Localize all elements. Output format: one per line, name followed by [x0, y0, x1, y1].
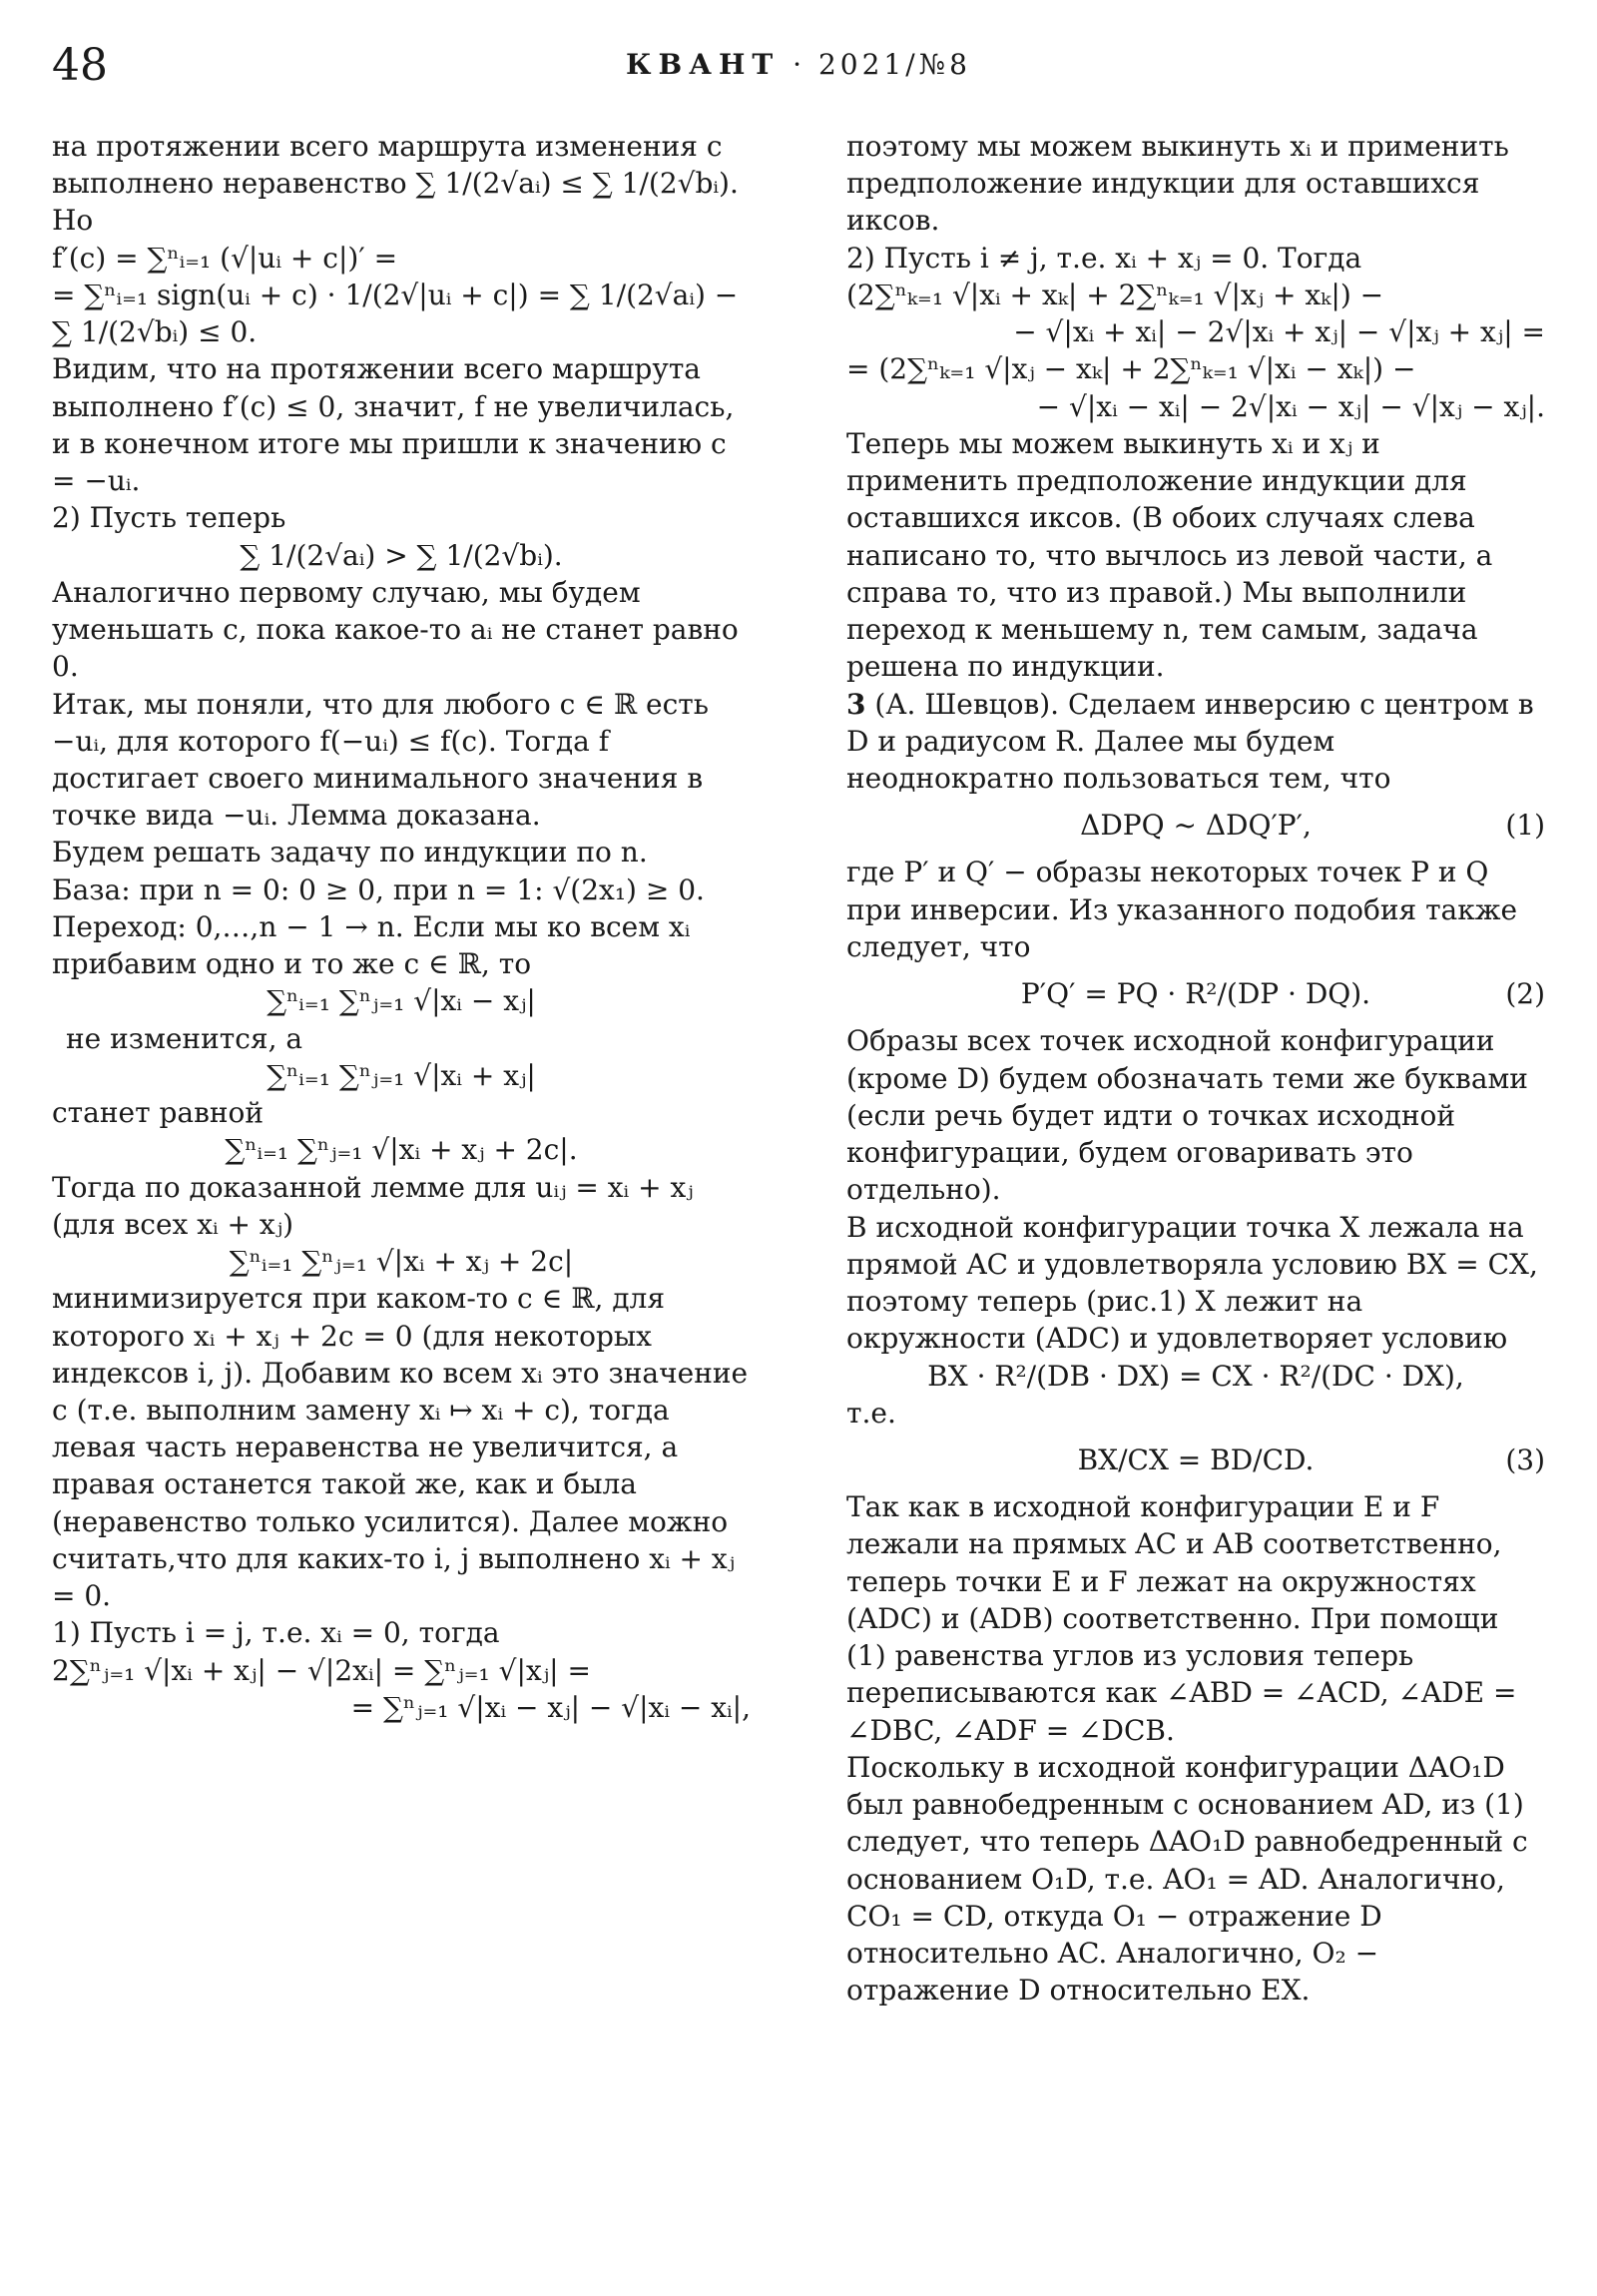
equation-row: [846, 975, 1545, 1012]
paragraph: 2) Пусть i ≠ j, т.е. xᵢ + xⱼ = 0. Тогда: [846, 241, 1362, 275]
paragraph: Аналогично первому случаю, мы будем уменьшать c, пока какое-то aᵢ не станет равно 0.: [52, 575, 739, 684]
journal-title: [52, 48, 1545, 81]
page-number: 48: [52, 40, 108, 91]
paragraph: В исходной конфигурации точка X лежала на прямой AC и удовлетворяла условию BX = CX, поэтому теперь (рис.1) X лежит на окружности (ADC) и удовлетворяет условию: [846, 1210, 1538, 1356]
paragraph: 2) Пусть теперь: [52, 501, 286, 535]
paragraph-base: База: при n = 0: 0 ≥ 0, при n = 1: √(2x₁) ≥ 0.: [52, 872, 705, 906]
page-header: [52, 40, 1545, 100]
equation: ∑ⁿᵢ₌₁ ∑ⁿⱼ₌₁ √|xᵢ + xⱼ + 2c|.: [225, 1133, 578, 1167]
equation: − √|xᵢ − xᵢ| − 2√|xᵢ − xⱼ| − √|xⱼ − xⱼ|.: [1036, 389, 1545, 423]
paragraph-step: Переход: 0,…,n − 1 → n. Если мы ко всем xᵢ прибавим одно и то же c ∈ ℝ, то: [52, 909, 691, 981]
left-column: [52, 128, 751, 1726]
equation: = (2∑ⁿₖ₌₁ √|xⱼ − xₖ| + 2∑ⁿₖ₌₁ √|xᵢ − xₖ|) −: [846, 352, 1416, 386]
issue-number: 2021/№8: [817, 48, 971, 81]
paragraph: Видим, что на протяжении всего маршрута выполнено f′(c) ≤ 0, значит, f не увеличилась, и в конечном итоге мы пришли к значению c = −uᵢ.: [52, 352, 735, 498]
equation: f′(c) = ∑ⁿᵢ₌₁ (√|uᵢ + c|)′ =: [52, 241, 398, 275]
paragraph: Теперь мы можем выкинуть xᵢ и xⱼ и применить предположение индукции для оставшихся иксов. (В обоих случаях слева написано то, что вычлось из левой части, а справа то, что из правой.) Мы выполнили переход к меньшему n, тем самым, задача решена по индукции.: [846, 426, 1493, 684]
equation-number: (2): [1505, 977, 1545, 1011]
paragraph: не изменится, а: [66, 1021, 303, 1055]
equation: P′Q′ = PQ · R²/(DP · DQ).: [1020, 977, 1371, 1011]
paragraph: Поскольку в исходной конфигурации ΔAO₁D был равнобедренным с основанием AD, из (1) следует, что теперь ΔAO₁D равнобедренный с основанием O₁D, т.е. AO₁ = AD. Аналогично, CO₁ = CD, откуда O₁ − отражение D относительно AC. Аналогично, O₂ − отражение D относительно EX.: [846, 1750, 1528, 2008]
equation-number: (1): [1505, 809, 1545, 843]
paragraph: Так как в исходной конфигурации E и F лежали на прямых AC и AB соответственно, теперь точки E и F лежат на окружностях (ADC) и (ADB) соответственно. При помощи (1) равенства углов из условия теперь переписываются как ∠ABD = ∠ACD, ∠ADE = ∠DBC, ∠ADF = ∠DCB.: [846, 1490, 1517, 1747]
equation: ∑ⁿᵢ₌₁ ∑ⁿⱼ₌₁ √|xᵢ + xⱼ|: [266, 1058, 536, 1092]
paragraph: Образы всех точек исходной конфигурации (кроме D) будем обозначать теми же буквами (если речь будет идти о точках исходной конфигурации, будем оговаривать это отдельно).: [846, 1024, 1528, 1207]
paragraph: где P′ и Q′ − образы некоторых точек P и Q при инверсии. Из указанного подобия также следует, что: [846, 856, 1518, 963]
equation: = ∑ⁿᵢ₌₁ sign(uᵢ + c) · 1/(2√|uᵢ + c|) = ∑ 1/(2√aᵢ) − ∑ 1/(2√bᵢ) ≤ 0.: [52, 278, 739, 349]
equation: (2∑ⁿₖ₌₁ √|xᵢ + xₖ| + 2∑ⁿₖ₌₁ √|xⱼ + xₖ|) −: [846, 278, 1384, 311]
paragraph: Тогда по доказанной лемме для uᵢⱼ = xᵢ + xⱼ (для всех xᵢ + xⱼ): [52, 1170, 694, 1241]
header-separator: ·: [793, 48, 806, 81]
equation: BX/CX = BD/CD.: [1077, 1442, 1315, 1476]
problem-paragraph: [846, 686, 1545, 798]
paragraph: Будем решать задачу по индукции по n.: [52, 836, 648, 869]
paragraph: станет равной: [52, 1096, 265, 1130]
equation: = ∑ⁿⱼ₌₁ √|xᵢ − xⱼ| − √|xᵢ − xᵢ|,: [350, 1690, 751, 1724]
journal-name: КВАНТ: [626, 48, 781, 81]
paragraph: поэтому мы можем выкинуть xᵢ и применить предположение индукции для оставшихся иксов.: [846, 130, 1509, 238]
equation: ΔDPQ ~ ΔDQ′P′,: [1080, 809, 1312, 843]
paragraph: минимизируется при каком-то c ∈ ℝ, для которого xᵢ + xⱼ + 2c = 0 (для некоторых индексов i, j). Добавим ко всем xᵢ это значение c (т.е. выполним замену xᵢ ↦ xᵢ + c), тогда левая часть неравенства не увеличится, а правая останется такой же, как и была (неравенство только усилится). Далее можно считать,что для каких-то i, j выполнено xᵢ + xⱼ = 0.: [52, 1282, 749, 1613]
problem-text: (А. Шевцов). Сделаем инверсию с центром в D и радиусом R. Далее мы будем неоднократно пользоваться тем, что: [846, 687, 1534, 795]
right-column: [846, 128, 1545, 2009]
equation: ∑ⁿᵢ₌₁ ∑ⁿⱼ₌₁ √|xᵢ + xⱼ + 2c|: [229, 1245, 574, 1279]
equation: 2∑ⁿⱼ₌₁ √|xᵢ + xⱼ| − √|2xᵢ| = ∑ⁿⱼ₌₁ √|xⱼ| =: [52, 1653, 591, 1687]
equation-row: [846, 1441, 1545, 1478]
equation-number: (3): [1505, 1442, 1545, 1476]
paragraph: Итак, мы поняли, что для любого c ∈ ℝ есть −uᵢ, для которого f(−uᵢ) ≤ f(c). Тогда f достигает своего минимального значения в точке вида −uᵢ. Лемма доказана.: [52, 687, 709, 833]
equation: ∑ 1/(2√aᵢ) > ∑ 1/(2√bᵢ).: [240, 538, 563, 572]
paragraph: 1) Пусть i = j, т.е. xᵢ = 0, тогда: [52, 1616, 500, 1650]
equation: ∑ⁿᵢ₌₁ ∑ⁿⱼ₌₁ √|xᵢ − xⱼ|: [266, 984, 536, 1018]
paragraph: т.е.: [846, 1396, 896, 1430]
problem-number: 3: [846, 687, 866, 721]
equation-row: [846, 807, 1545, 844]
paragraph: на протяжении всего маршрута изменения c выполнено неравенство ∑ 1/(2√aᵢ) ≤ ∑ 1/(2√bᵢ). Но: [52, 130, 739, 238]
equation: − √|xᵢ + xᵢ| − 2√|xᵢ + xⱼ| − √|xⱼ + xⱼ| =: [1013, 315, 1545, 349]
equation: BX · R²/(DB · DX) = CX · R²/(DC · DX),: [927, 1359, 1464, 1393]
